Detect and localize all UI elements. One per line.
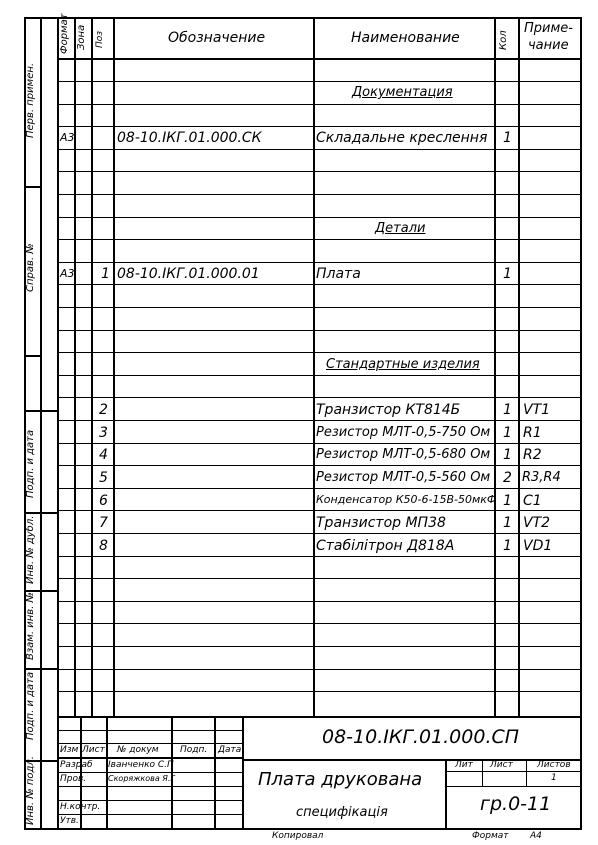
section-details: Детали xyxy=(375,221,426,236)
tb-v-1 xyxy=(80,716,82,829)
side-label-inv-dubl: Инв. № дубл. xyxy=(25,515,36,584)
side-label-vzam-inv: Взам. инв. № xyxy=(25,592,36,660)
header-qty: Кол xyxy=(498,30,509,50)
tb-v-8 xyxy=(526,759,527,786)
side-divider-6 xyxy=(24,668,57,670)
side-divider-4 xyxy=(24,512,57,514)
tb-data: Дата xyxy=(218,745,242,755)
header-pos: Поз xyxy=(95,30,105,48)
row-separator xyxy=(57,81,582,82)
row-6-qty: 1 xyxy=(503,493,512,509)
row-separator xyxy=(57,691,582,692)
side-label-podp-data-1: Подп. и дата xyxy=(25,429,36,498)
row-4-note: R2 xyxy=(523,447,542,463)
row-5-note: R3,R4 xyxy=(522,470,561,485)
row-2-note: VT1 xyxy=(523,402,551,418)
tb-list: Лист xyxy=(82,745,105,755)
tb-group: гр.0-11 xyxy=(480,793,552,815)
row-separator xyxy=(57,352,582,353)
row-4-qty: 1 xyxy=(503,447,512,463)
row-1-pos: 1 xyxy=(101,266,110,282)
tb-v-5 xyxy=(242,716,244,829)
header-note-line2: чание xyxy=(528,38,569,53)
row-8-name: Стабілітрон Д818А xyxy=(316,538,455,554)
row-4-name: Резистор МЛТ-0,5-680 Ом xyxy=(316,447,491,462)
tb-v-3 xyxy=(171,716,173,829)
row-separator xyxy=(57,104,582,105)
tb-v-7 xyxy=(482,759,483,786)
row-0-designation: 08-10.ІКГ.01.000.СК xyxy=(117,130,262,146)
tb-lit-value-bottom xyxy=(445,786,582,787)
row-6-note: C1 xyxy=(523,493,542,509)
section-standard: Стандартные изделия xyxy=(326,357,480,372)
row-separator xyxy=(57,397,582,398)
col-name-line xyxy=(494,17,496,717)
row-separator xyxy=(57,465,582,466)
col-qty-line xyxy=(518,17,520,717)
row-separator xyxy=(57,443,582,444)
row-separator xyxy=(57,217,582,218)
row-separator xyxy=(57,556,582,557)
tb-n-dokum: № докум xyxy=(117,745,159,755)
col-designation-line xyxy=(313,17,315,717)
tb-podp: Подп. xyxy=(180,745,208,755)
frame-right xyxy=(580,17,582,829)
row-1-qty: 1 xyxy=(503,266,512,282)
title-block-top xyxy=(57,716,582,718)
tb-listov-label: Листов xyxy=(537,760,571,770)
side-label-podp-data-2: Подп. и дата xyxy=(25,671,36,740)
row-separator xyxy=(57,126,582,127)
row-7-name: Транзистор МП38 xyxy=(316,515,446,531)
row-0-name: Складальне креслення xyxy=(316,130,488,146)
footer-format-value: А4 xyxy=(530,831,542,841)
row-separator xyxy=(57,578,582,579)
tb-list-label: Лист xyxy=(490,760,513,770)
side-divider-3 xyxy=(24,410,57,412)
row-7-qty: 1 xyxy=(503,515,512,531)
row-3-pos: 3 xyxy=(99,425,108,441)
row-separator xyxy=(57,510,582,511)
tb-doc-number: 08-10.ІКГ.01.000.СП xyxy=(322,726,520,748)
row-separator xyxy=(57,533,582,534)
row-2-qty: 1 xyxy=(503,402,512,418)
tb-lit-row-bottom xyxy=(445,771,582,772)
row-3-name: Резистор МЛТ-0,5-750 Ом xyxy=(316,425,491,440)
section-documentation: Документация xyxy=(352,85,453,100)
side-label-perv-primen: Перв. примен. xyxy=(25,62,36,138)
tb-v-6 xyxy=(445,759,447,829)
row-1-designation: 08-10.ІКГ.01.000.01 xyxy=(117,266,260,282)
row-separator xyxy=(57,194,582,195)
row-separator xyxy=(57,149,582,150)
tb-lit-label: Лит xyxy=(455,760,473,770)
row-separator xyxy=(57,623,582,624)
side-label-sprav: Справ. № xyxy=(25,243,36,292)
row-8-qty: 1 xyxy=(503,538,512,554)
tb-v-4 xyxy=(214,716,216,829)
row-separator xyxy=(57,330,582,331)
side-divider-2 xyxy=(24,355,41,357)
row-separator xyxy=(57,488,582,489)
header-name: Наименование xyxy=(351,30,460,46)
footer-copied: Копировал xyxy=(272,831,324,841)
row-8-note: VD1 xyxy=(523,538,553,554)
row-2-pos: 2 xyxy=(99,402,108,418)
row-separator xyxy=(57,420,582,421)
row-2-name: Транзистор КТ814Б xyxy=(316,402,461,418)
tb-razrab-label: Разраб xyxy=(60,760,93,770)
row-8-pos: 8 xyxy=(99,538,108,554)
row-separator xyxy=(57,646,582,647)
row-separator xyxy=(57,239,582,240)
row-7-pos: 7 xyxy=(99,515,108,531)
row-5-pos: 5 xyxy=(99,470,108,486)
row-7-note: VT2 xyxy=(523,515,551,531)
col-format-line xyxy=(74,17,76,717)
row-5-name: Резистор МЛТ-0,5-560 Ом xyxy=(316,470,491,485)
tb-title-line2: специфікація xyxy=(296,805,388,820)
col-pos-line xyxy=(113,17,115,717)
frame-top xyxy=(24,17,582,19)
tb-prov-name: Скоряжкова Я.Г xyxy=(108,774,175,783)
row-6-pos: 6 xyxy=(99,493,108,509)
row-0-format: А3 xyxy=(60,131,75,144)
tb-title-line1: Плата друкована xyxy=(258,769,423,790)
row-separator xyxy=(57,601,582,602)
header-designation: Обозначение xyxy=(168,30,266,46)
header-zone: Зона xyxy=(76,24,87,50)
row-4-pos: 4 xyxy=(99,447,108,463)
tb-listov-value: 1 xyxy=(551,773,557,783)
footer-format-label: Формат xyxy=(472,831,509,841)
row-3-qty: 1 xyxy=(503,425,512,441)
header-format: Формат xyxy=(59,13,70,54)
tb-nkontr-label: Н.контр. xyxy=(60,802,101,812)
side-strip-inner-line xyxy=(40,17,42,829)
tb-prov-label: Пров. xyxy=(60,774,87,784)
row-separator xyxy=(57,284,582,285)
tb-razrab-name: Іванченко С.П xyxy=(108,760,174,770)
header-bottom-line xyxy=(57,58,582,60)
title-block-doc-bottom xyxy=(243,759,582,761)
tb-v-2 xyxy=(106,716,108,829)
row-5-qty: 2 xyxy=(503,470,512,486)
row-separator xyxy=(57,375,582,376)
tb-utv-label: Утв. xyxy=(60,816,79,826)
row-6-name: Конденсатор К50-6-15В-50мкФ xyxy=(316,493,497,506)
row-separator xyxy=(57,669,582,670)
row-1-name: Плата xyxy=(316,266,361,282)
row-separator xyxy=(57,307,582,308)
side-divider-1 xyxy=(24,186,41,188)
side-label-inv-podl: Инв. № подл. xyxy=(25,756,36,825)
row-3-note: R1 xyxy=(523,425,542,441)
tb-izm: Изм xyxy=(60,745,79,755)
row-0-qty: 1 xyxy=(503,130,512,146)
header-note-line1: Приме- xyxy=(524,21,573,36)
col-zone-line xyxy=(91,17,93,717)
row-separator xyxy=(57,262,582,263)
frame-left xyxy=(57,17,59,829)
row-1-format: А3 xyxy=(60,267,75,280)
row-separator xyxy=(57,171,582,172)
